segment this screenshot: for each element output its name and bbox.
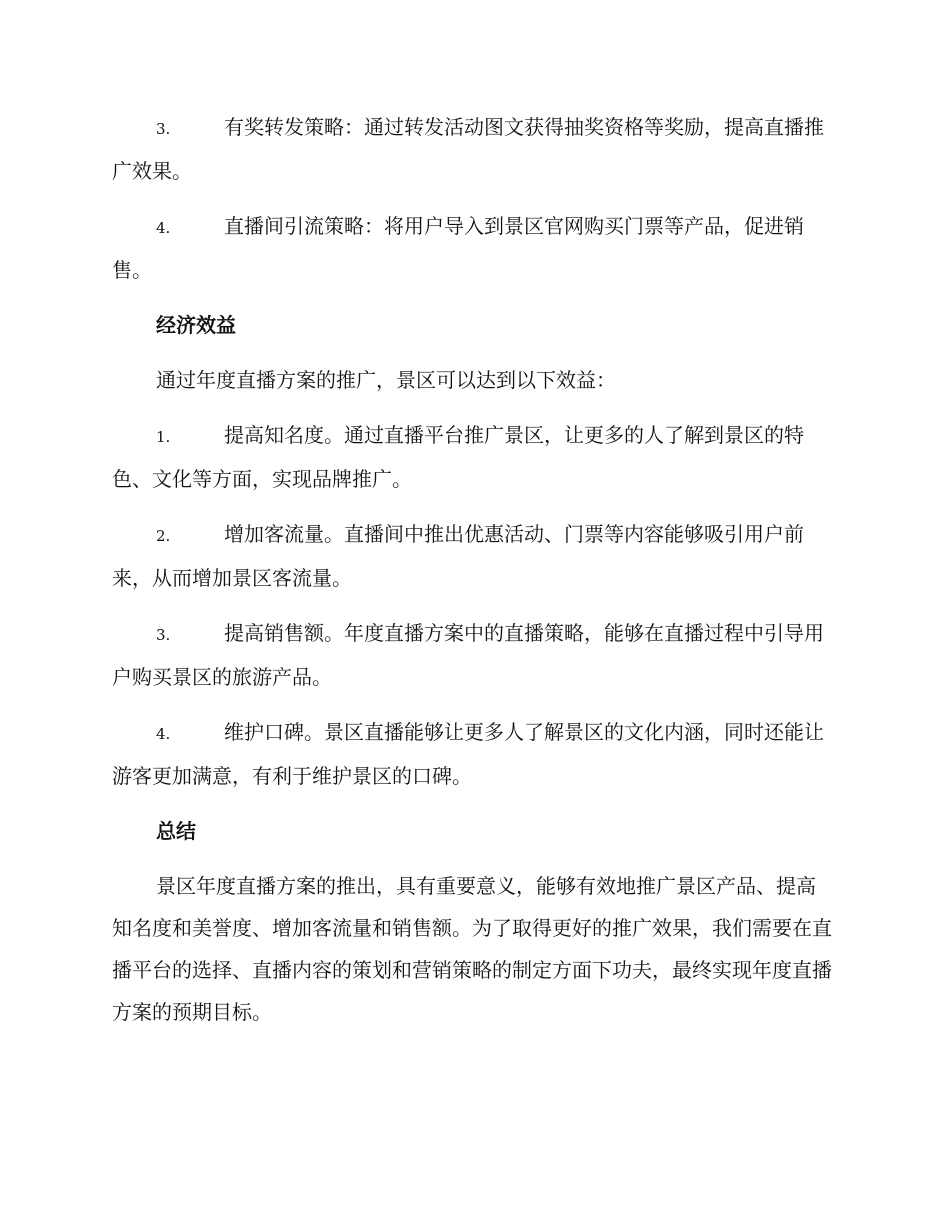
list-item (112, 106, 834, 192)
document-body (112, 106, 834, 1046)
list-item-number: 1. (156, 428, 171, 446)
list-item-text: 提高销售额。年度直播方案中的直播策略，能够在直播过程中引导用户购买景区的旅游产品。 (112, 621, 824, 689)
list-item-text: 直播间引流策略：将用户导入到景区官网购买门票等产品，促进销售。 (112, 214, 804, 282)
list-item-number: 2. (156, 527, 171, 545)
list-item-number: 3. (156, 626, 171, 644)
list-item-number: 4. (156, 219, 171, 237)
list-item-number: 3. (156, 120, 171, 138)
list-item (112, 513, 834, 599)
economic-intro-paragraph: 通过年度直播方案的推广，景区可以达到以下效益： (156, 368, 616, 392)
list-item-text: 增加客流量。直播间中推出优惠活动、门票等内容能够吸引用户前来，从而增加景区客流量。 (112, 522, 804, 590)
list-item (112, 711, 834, 797)
list-item (112, 612, 834, 698)
list-item-number: 4. (156, 725, 171, 743)
section-heading-summary: 总结 (156, 819, 196, 843)
summary-paragraph: 景区年度直播方案的推出，具有重要意义，能够有效地推广景区产品、提高知名度和美誉度、增加客流量和销售额。为了取得更好的推广效果，我们需要在直播平台的选择、直播内容的策划和营销策略的制定方面下功夫，最终实现年度直播方案的预期目标。 (112, 874, 832, 1024)
list-item (112, 414, 834, 500)
list-item-text: 有奖转发策略：通过转发活动图文获得抽奖资格等奖励，提高直播推广效果。 (112, 115, 824, 183)
list-item-text: 提高知名度。通过直播平台推广景区，让更多的人了解到景区的特色、文化等方面，实现品牌推广。 (112, 423, 804, 491)
section-heading-economic: 经济效益 (156, 313, 236, 337)
list-item (112, 205, 834, 291)
list-item-text: 维护口碑。景区直播能够让更多人了解景区的文化内涵，同时还能让游客更加满意，有利于维护景区的口碑。 (112, 720, 824, 788)
